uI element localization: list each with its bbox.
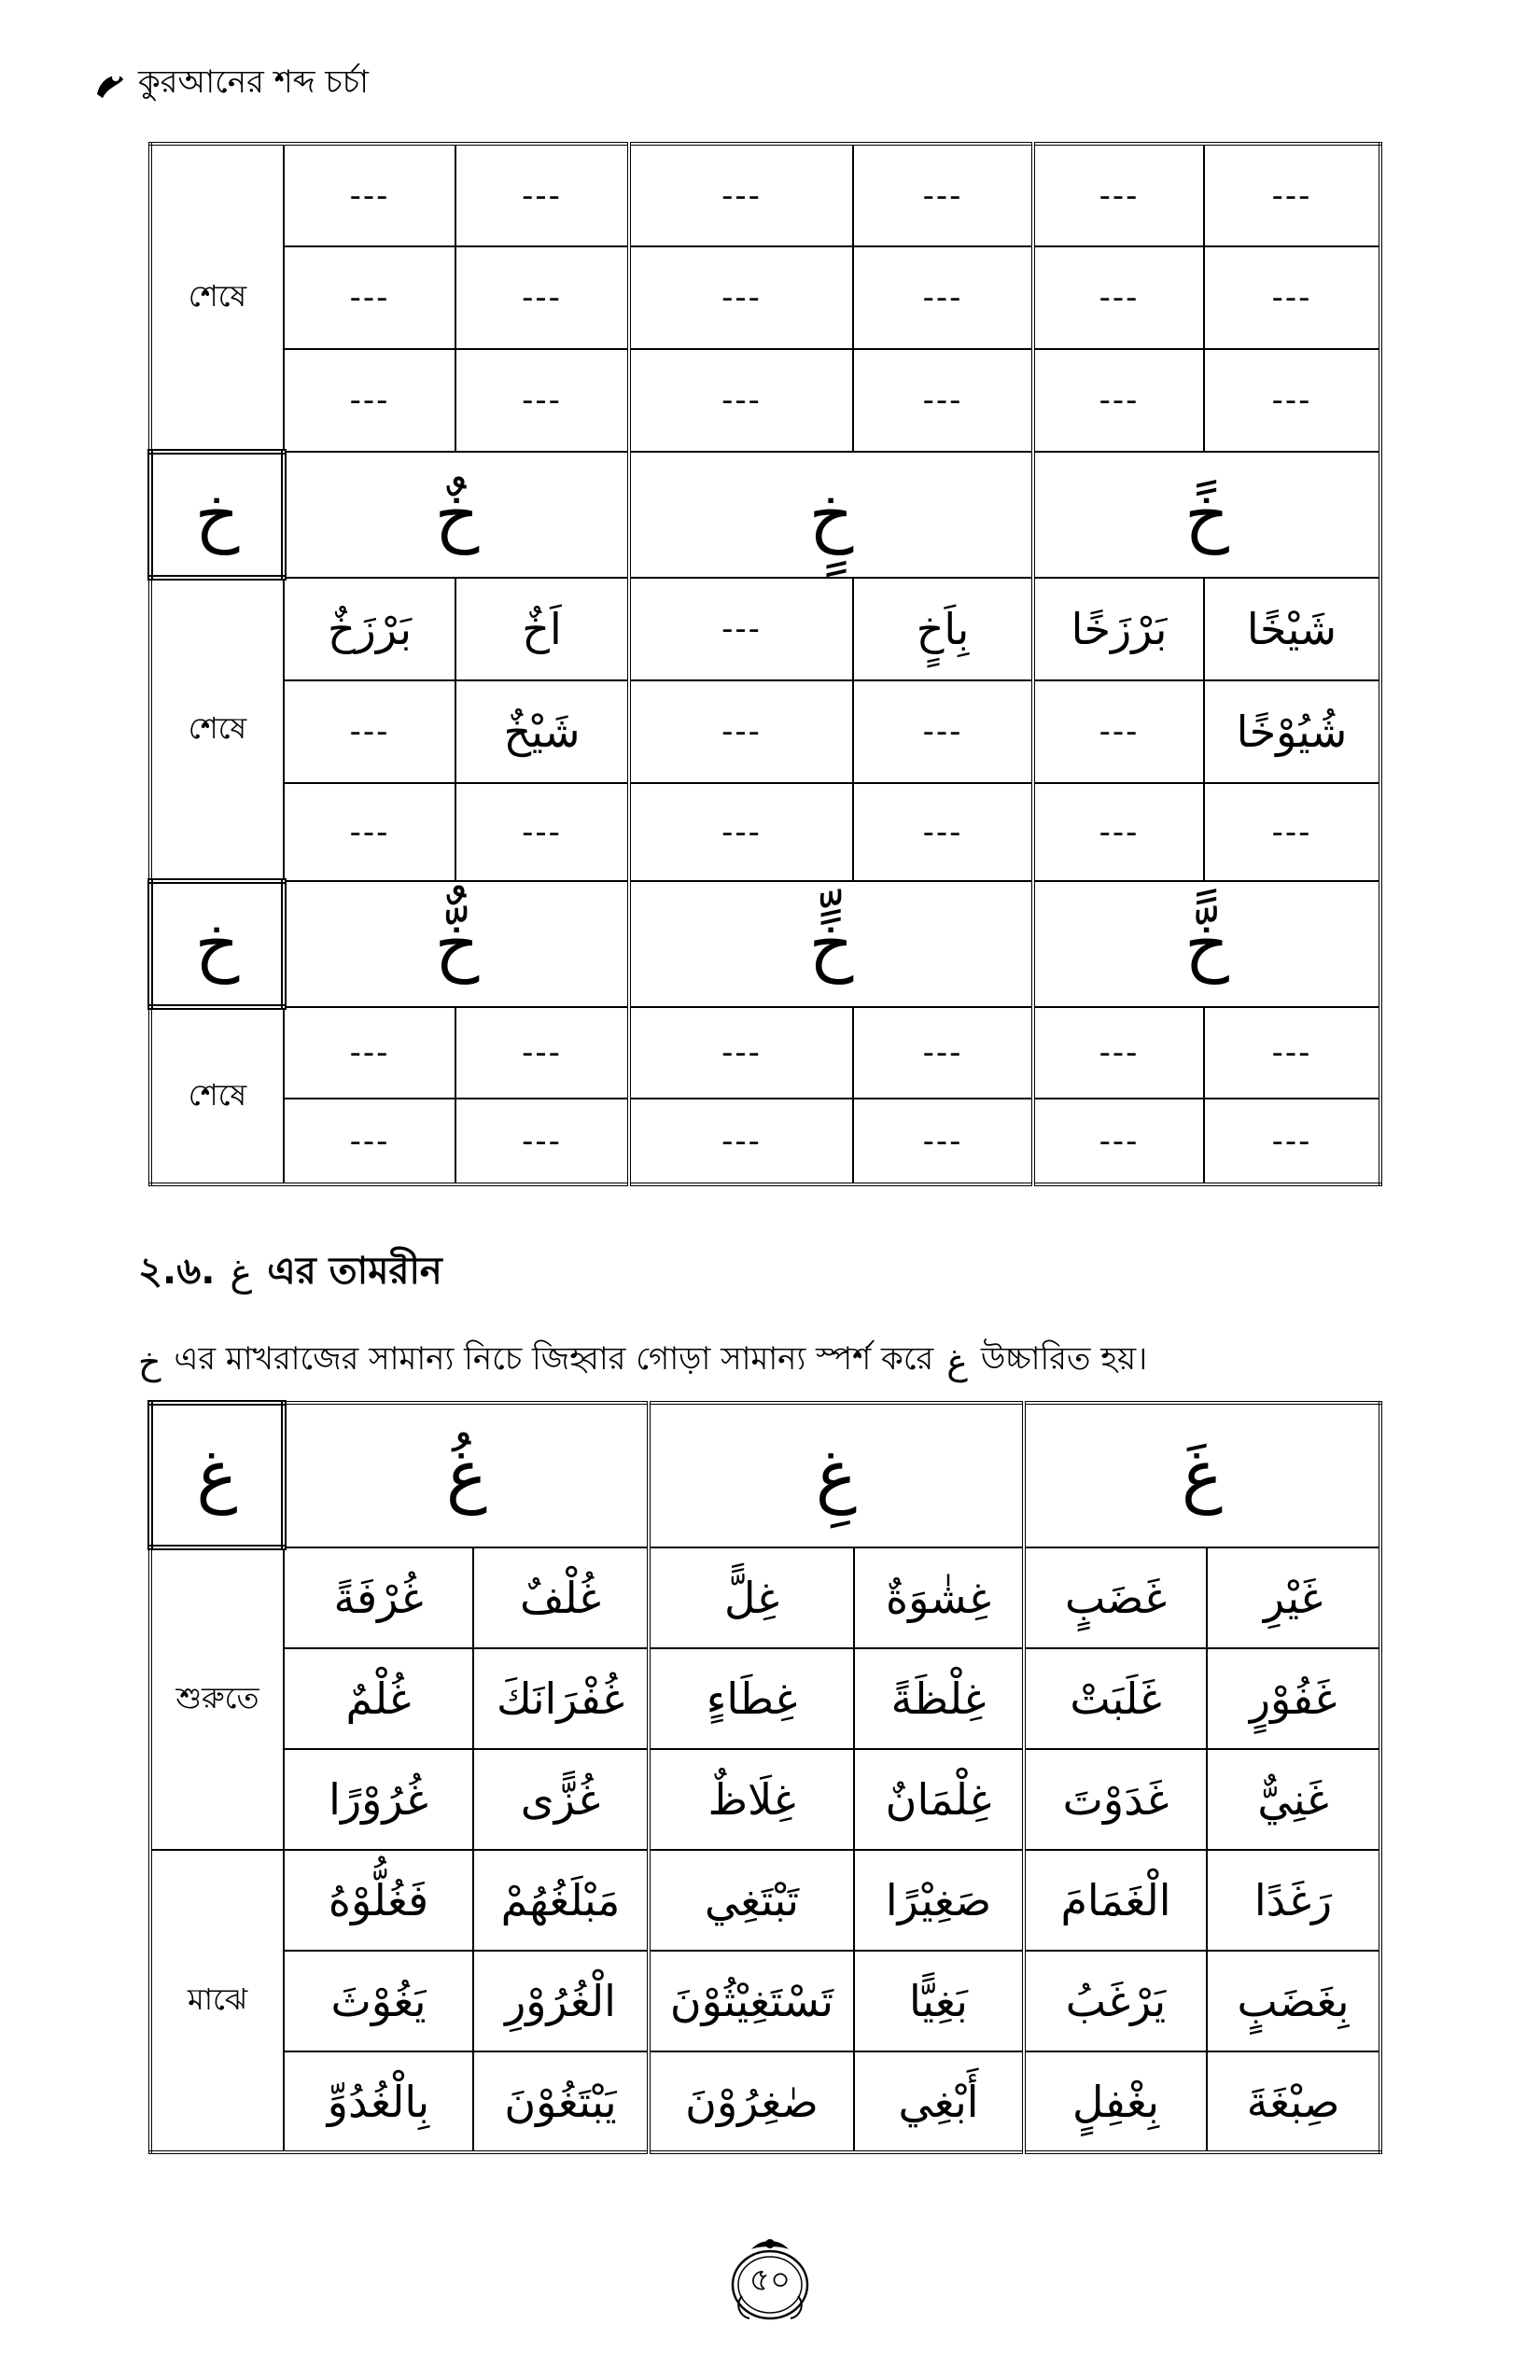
dash-cell: --- xyxy=(284,144,455,246)
dash-cell: --- xyxy=(1033,349,1204,452)
dash-cell: --- xyxy=(1204,246,1380,349)
page-number: ৫০ xyxy=(749,2261,791,2299)
kha-fathatain-shadda: خًّ xyxy=(1033,881,1380,1007)
row-label-end: শেষে xyxy=(150,1007,284,1184)
dash-cell: --- xyxy=(629,783,853,881)
section-heading xyxy=(138,1241,442,1304)
dash-cell: --- xyxy=(1033,1099,1204,1184)
word-cell: يَرْغَبُ xyxy=(1024,1951,1207,2051)
dash-cell: --- xyxy=(853,144,1033,246)
dash-cell: --- xyxy=(1033,1007,1204,1099)
word-cell: فَغُلُّوْهُ xyxy=(284,1850,473,1951)
dash-cell: --- xyxy=(853,349,1033,452)
kha-dammatain-shadda: خٌّ xyxy=(284,881,629,1007)
kha-dammatain: خٌ xyxy=(284,452,629,578)
kha-kasratain-shadda: خٍّ xyxy=(629,881,1033,1007)
dash-cell: --- xyxy=(1204,1007,1380,1099)
row-label-end: শেষে xyxy=(150,144,284,452)
dash-cell: --- xyxy=(853,783,1033,881)
word-cell: غِلَاظٌ xyxy=(649,1749,854,1850)
letter-kha-inline: خ xyxy=(138,1340,161,1382)
word-cell: غَيْرِ xyxy=(1207,1547,1380,1648)
word-cell: يَبْتَغُوْنَ xyxy=(473,2051,649,2152)
word-cell: غَنِيٌّ xyxy=(1207,1749,1380,1850)
word-cell: شُيُوْخًا xyxy=(1204,680,1380,783)
word-cell: غِلْظَةً xyxy=(854,1648,1024,1749)
dash-cell: --- xyxy=(284,1099,455,1184)
ghain-damma: غُ xyxy=(284,1403,649,1547)
dash-cell: --- xyxy=(284,1007,455,1099)
description-line xyxy=(138,1335,1147,1388)
word-cell: غَفُوْرٍ xyxy=(1207,1648,1380,1749)
description-text-2: উচ্চারিত হয়। xyxy=(980,1340,1148,1378)
ghain-fatha: غَ xyxy=(1024,1403,1380,1547)
word-cell: شَيْخٌ xyxy=(455,680,629,783)
kha-practice-table xyxy=(147,142,1382,1186)
dash-cell: --- xyxy=(455,1099,629,1184)
word-cell: غُرْفَةً xyxy=(284,1547,473,1648)
dash-cell: --- xyxy=(629,349,853,452)
word-cell: تَسْتَغِيْثُوْنَ xyxy=(649,1951,854,2051)
dash-cell: --- xyxy=(1033,144,1204,246)
word-cell: بِاَخٍ xyxy=(853,578,1033,680)
row-label-middle: মাঝে xyxy=(150,1850,284,2152)
word-cell: غِلًّ xyxy=(649,1547,854,1648)
word-cell: غُزًّى xyxy=(473,1749,649,1850)
word-cell: صٰغِرُوْنَ xyxy=(649,2051,854,2152)
dash-cell: --- xyxy=(284,783,455,881)
word-cell: الْغُرُوْرِ xyxy=(473,1951,649,2051)
letter-ghain-inline: غ xyxy=(946,1340,968,1382)
word-cell: غِطَاءٍ xyxy=(649,1648,854,1749)
dash-cell: --- xyxy=(1033,783,1204,881)
dash-cell: --- xyxy=(455,246,629,349)
dash-cell: --- xyxy=(1033,246,1204,349)
dash-cell: --- xyxy=(1033,680,1204,783)
word-cell: غِشٰوَةٌ xyxy=(854,1547,1024,1648)
ghain-practice-table xyxy=(147,1400,1382,2154)
dash-cell: --- xyxy=(284,349,455,452)
dash-cell: --- xyxy=(629,680,853,783)
word-cell: بِغْفِلٍ xyxy=(1024,2051,1207,2152)
dash-cell: --- xyxy=(1204,349,1380,452)
dash-cell: --- xyxy=(1204,1099,1380,1184)
dash-cell: --- xyxy=(455,349,629,452)
word-cell: بَرْزَخًا xyxy=(1033,578,1204,680)
dash-cell: --- xyxy=(853,246,1033,349)
word-cell: بِغَضَبٍ xyxy=(1207,1951,1380,2051)
word-cell: غَلَبَتْ xyxy=(1024,1648,1207,1749)
word-cell: بَغِيًّا xyxy=(854,1951,1024,2051)
dash-cell: --- xyxy=(853,1099,1033,1184)
word-cell: تَبْتَغِي xyxy=(649,1850,854,1951)
section-letter: غ xyxy=(230,1251,253,1295)
word-cell: رَغَدًا xyxy=(1207,1850,1380,1951)
word-cell: غُلْفٌ xyxy=(473,1547,649,1648)
dash-cell: --- xyxy=(455,144,629,246)
word-cell: شَيْخًا xyxy=(1204,578,1380,680)
word-cell: مَبْلَغُهُمْ xyxy=(473,1850,649,1951)
dash-cell: --- xyxy=(629,246,853,349)
row-label-end: শেষে xyxy=(150,578,284,881)
word-cell: بِالْغُدُوِّ xyxy=(284,2051,473,2152)
word-cell: الْغَمَامَ xyxy=(1024,1850,1207,1951)
section-number: ২.৬. xyxy=(138,1250,216,1293)
book-logo-icon xyxy=(91,66,129,104)
dash-cell: --- xyxy=(853,680,1033,783)
dash-cell: --- xyxy=(284,246,455,349)
row-label-start: শুরুতে xyxy=(150,1547,284,1850)
letter-key-ghain: غ xyxy=(150,1403,284,1547)
word-cell: غُفْرَانَكَ xyxy=(473,1648,649,1749)
dash-cell: --- xyxy=(853,1007,1033,1099)
dash-cell: --- xyxy=(629,578,853,680)
word-cell: يَغُوْثَ xyxy=(284,1951,473,2051)
word-cell: غِلْمَانٌ xyxy=(854,1749,1024,1850)
ghain-kasra: غِ xyxy=(649,1403,1024,1547)
page-number-ornament xyxy=(723,2231,817,2333)
dash-cell: --- xyxy=(629,1007,853,1099)
dash-cell: --- xyxy=(284,680,455,783)
letter-key-kha: خ xyxy=(150,452,284,578)
letter-key-kha: خ xyxy=(150,881,284,1007)
dash-cell: --- xyxy=(455,783,629,881)
word-cell: غُلْمٌ xyxy=(284,1648,473,1749)
kha-kasratain: خٍ xyxy=(629,452,1033,578)
section-title: এর তামরীন xyxy=(267,1250,442,1293)
word-cell: اَخٌ xyxy=(455,578,629,680)
dash-cell: --- xyxy=(1204,144,1380,246)
dash-cell: --- xyxy=(629,144,853,246)
word-cell: غَدَوْتَ xyxy=(1024,1749,1207,1850)
word-cell: أَبْغِي xyxy=(854,2051,1024,2152)
description-text-1: এর মাখরাজের সামান্য নিচে জিহ্বার গোড়া সামান্য স্পর্শ করে xyxy=(174,1340,934,1378)
dash-cell: --- xyxy=(629,1099,853,1184)
page-header xyxy=(91,58,369,111)
word-cell: صِبْغَةَ xyxy=(1207,2051,1380,2152)
word-cell: بَرْزَخٌ xyxy=(284,578,455,680)
dash-cell: --- xyxy=(455,1007,629,1099)
kha-fathatain: خً xyxy=(1033,452,1380,578)
word-cell: غَضَبٍ xyxy=(1024,1547,1207,1648)
book-title: কুরআনের শব্দ চর্চা xyxy=(138,63,369,101)
word-cell: صَغِيْرًا xyxy=(854,1850,1024,1951)
dash-cell: --- xyxy=(1204,783,1380,881)
word-cell: غُرُوْرًا xyxy=(284,1749,473,1850)
